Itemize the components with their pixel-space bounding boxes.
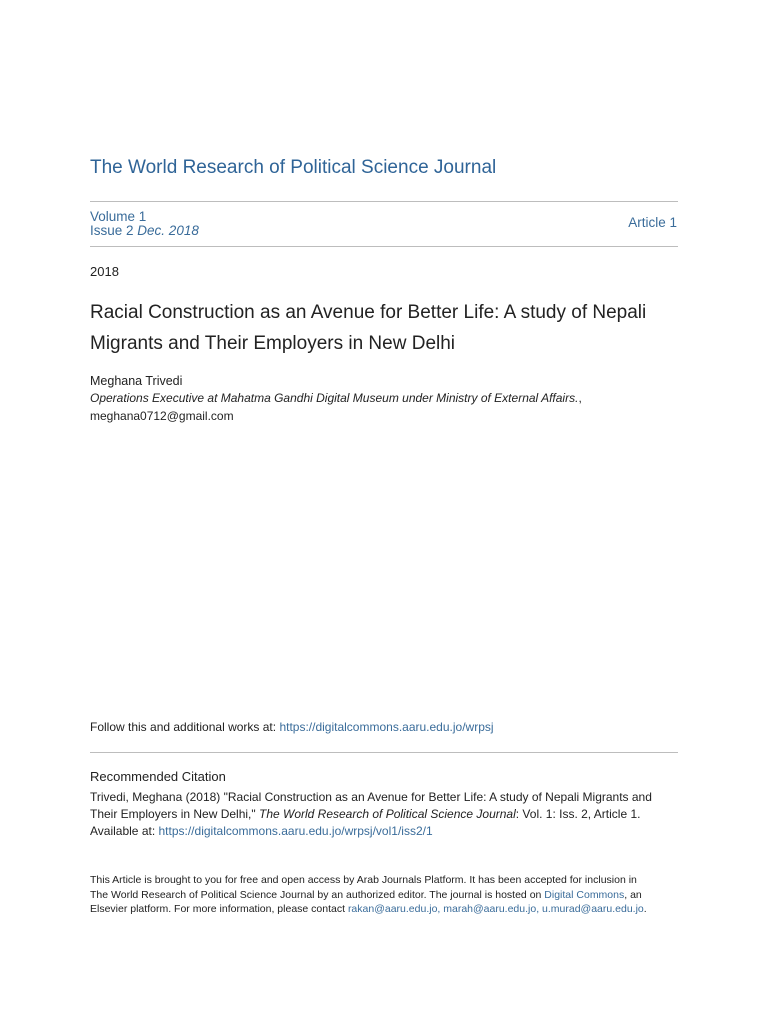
issue-label[interactable]: Issue 2 xyxy=(90,223,134,238)
notice-text-2: , an Elsevier platform. For more information, please contact xyxy=(90,888,642,916)
citation-text xyxy=(90,789,682,840)
author-email: meghana0712@gmail.com xyxy=(90,409,234,423)
journal-title-link[interactable]: The World Research of Political Science Journal xyxy=(90,157,497,178)
issue-divider xyxy=(90,246,678,247)
digital-commons-link[interactable]: Digital Commons xyxy=(544,888,625,901)
citation-link[interactable]: https://digitalcommons.aaru.edu.jo/wrpsj/vol1/iss2/1 xyxy=(158,824,433,838)
affiliation-comma: , xyxy=(578,391,582,405)
top-divider xyxy=(90,201,678,202)
author-name: Meghana Trivedi xyxy=(90,374,183,388)
notice-text-1: This Article is brought to you for free and open access by Arab Journals Platform. It has been accepted for inclusion in The World Research of Political Science Journal by an authorized editor. The journal is hosted on xyxy=(90,874,637,901)
publication-year: 2018 xyxy=(90,264,119,279)
follow-line xyxy=(90,720,494,734)
volume-link[interactable]: Volume 1 xyxy=(90,209,147,224)
article-number-link[interactable]: Article 1 xyxy=(628,215,677,230)
issue-date[interactable]: Dec. 2018 xyxy=(137,223,199,238)
citation-divider xyxy=(90,752,678,753)
follow-link[interactable]: https://digitalcommons.aaru.edu.jo/wrpsj xyxy=(279,720,494,734)
recommended-citation-heading: Recommended Citation xyxy=(90,769,226,784)
notice-text-3: . xyxy=(643,903,647,916)
article-title: Racial Construction as an Avenue for Better Life: A study of Nepali Migrants and Their Employers in New Delhi xyxy=(90,302,647,354)
author-affiliation xyxy=(90,391,582,405)
citation-volume: : Vol. 1: Iss. 2, Article 1. xyxy=(515,807,641,821)
access-notice xyxy=(90,873,650,917)
citation-body: Trivedi, Meghana (2018) "Racial Construction as an Avenue for Better Life: A study of Nepali Migrants and Their Employers in New Delhi," xyxy=(90,790,652,821)
contact-email-link[interactable]: rakan@aaru.edu.jo, marah@aaru.edu.jo, u.murad@aaru.edu.jo xyxy=(347,903,644,916)
issue-line[interactable] xyxy=(90,223,199,238)
affiliation-text: Operations Executive at Mahatma Gandhi Digital Museum under Ministry of External Affairs. xyxy=(90,391,579,405)
follow-text: Follow this and additional works at: xyxy=(90,720,280,734)
citation-available-label: Available at: xyxy=(90,824,159,838)
journal-title[interactable] xyxy=(90,157,496,179)
citation-journal: The World Research of Political Science Journal xyxy=(258,807,516,821)
